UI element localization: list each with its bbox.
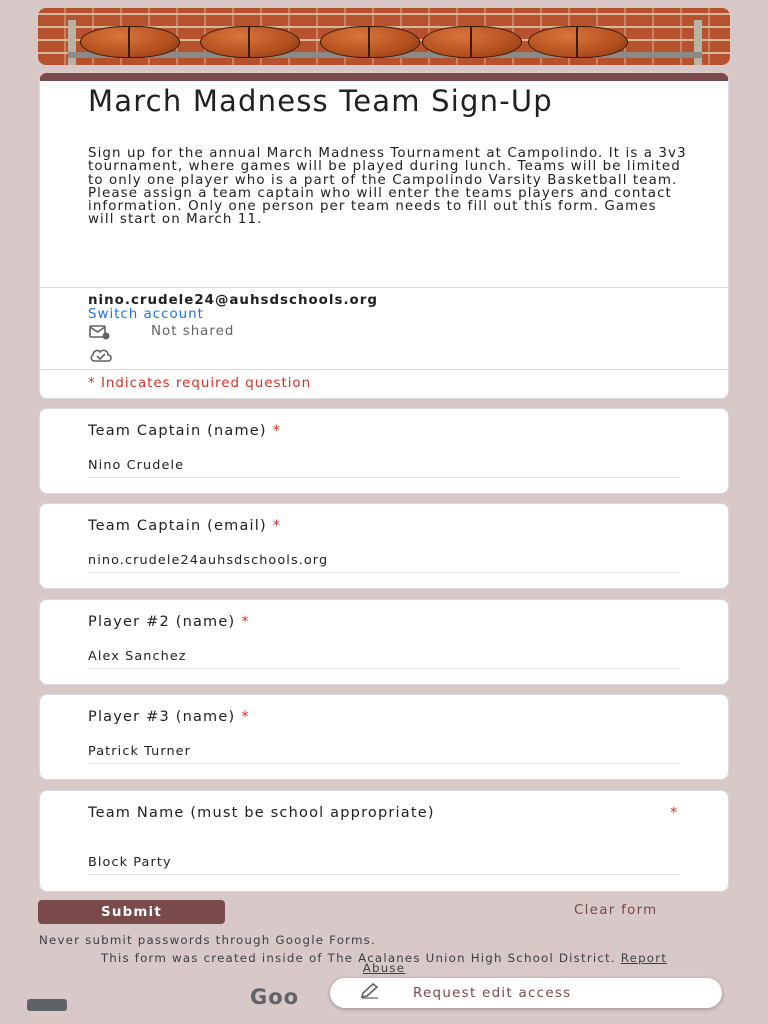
question-card-player-2-name [39,599,729,685]
form-header-card [39,73,729,399]
question-label [88,614,250,630]
question-title: Team Name (must be school appropriate) [88,805,435,821]
created-inside-text: This form was created inside of The Acalanes Union High School District. [100,951,616,965]
cloud-check-icon [89,347,113,367]
submit-button[interactable]: Submit [38,900,225,924]
request-edit-access-label: Request edit access [413,985,572,1001]
question-title: Team Captain (name) [88,423,267,439]
team-captain-name-input[interactable]: Nino Crudele [88,458,680,478]
required-asterisk: * [241,709,250,725]
basketball [422,26,522,58]
basketball [320,26,420,58]
account-email: nino.crudele24@auhsdschools.org [88,293,378,308]
required-asterisk: * [272,518,282,534]
header-banner-image [38,8,730,65]
basketball [528,26,628,58]
pencil-icon [360,983,380,1003]
question-title: Player #3 (name) [88,709,236,725]
basketball [200,26,300,58]
required-asterisk: * [272,423,282,439]
team-captain-email-input[interactable]: nino.crudele24auhsdschools.org [88,553,680,573]
created-inside-notice [84,953,684,973]
player-3-name-input[interactable]: Patrick Turner [88,744,680,764]
question-card-team-captain-email [39,503,729,589]
divider [40,369,728,370]
required-asterisk: * [670,805,678,821]
feedback-icon[interactable] [27,999,67,1011]
question-card-team-captain-name [39,408,729,494]
question-label [88,518,281,534]
report-abuse-link[interactable]: Report Abuse [362,951,668,975]
question-label [88,423,281,439]
clear-form-button[interactable]: Clear form [574,903,658,918]
divider [40,287,728,288]
switch-account-link[interactable]: Switch account [88,307,204,322]
required-asterisk: * [241,614,250,630]
rack-post-right [694,20,702,65]
player-2-name-input[interactable]: Alex Sanchez [88,649,680,669]
password-warning: Never submit passwords through Google Forms. [39,933,376,947]
not-shared-label: Not shared [151,324,235,339]
google-forms-logo: Goo [250,985,300,1009]
question-label [88,709,250,725]
request-edit-access-button[interactable] [330,978,722,1008]
question-card-team-name [39,790,729,892]
question-title: Player #2 (name) [88,614,236,630]
question-title: Team Captain (email) [88,518,267,534]
form-description: Sign up for the annual March Madness Tournament at Campolindo. It is a 3v3 tournament, where games will be played during lunch. Teams will be limited to only one player who is a part of the Campolindo Varsity Basketball team. Please assign a team captain who will enter the teams players and contact information. Only one person per team needs to fill out this form. Games will start on March 11. [88,146,687,228]
team-name-input[interactable]: Block Party [88,855,680,875]
rack-post-left [68,20,76,65]
mail-lock-icon [89,324,111,344]
basketball [80,26,180,58]
form-title: March Madness Team Sign-Up [88,84,553,118]
question-card-player-3-name [39,694,729,780]
required-question-note: * Indicates required question [88,376,312,391]
